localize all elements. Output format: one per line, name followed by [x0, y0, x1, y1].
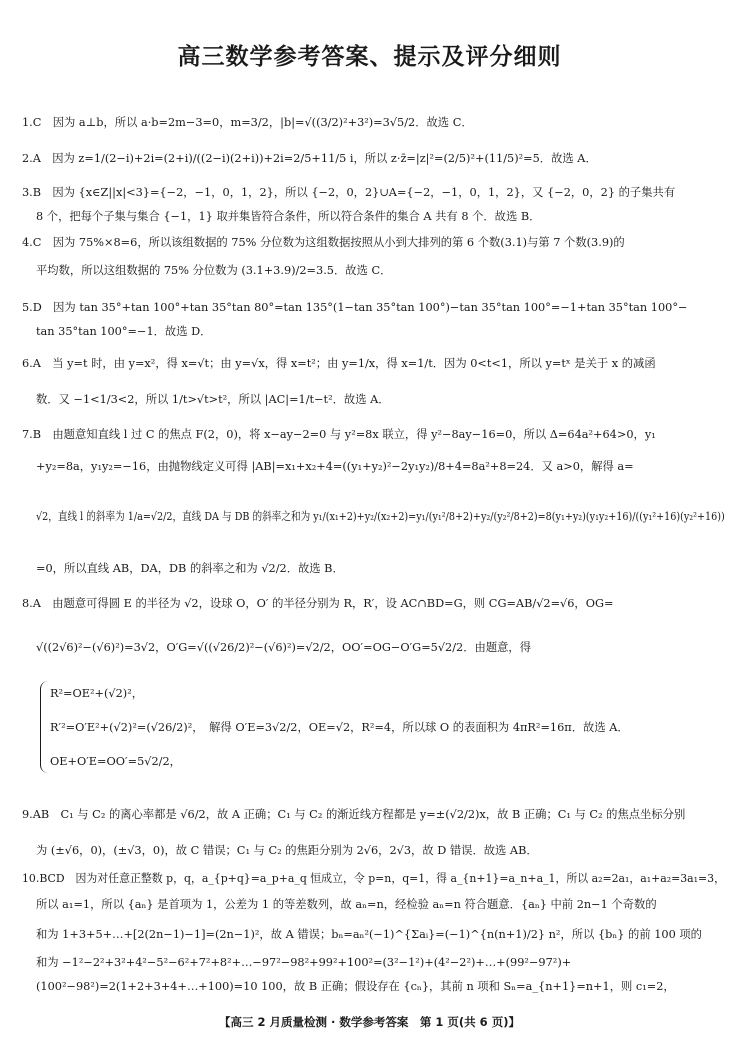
problem-6 [22, 357, 722, 407]
problem-7 [22, 428, 725, 578]
problem-4 [22, 236, 722, 280]
text-line: 10.BCD 因为对任意正整数 p，q，a_{p+q}=a_p+a_q 恒成立，令 p=n，q=1，得 a_{n+1}=a_n+a_1，所以 a₂=2a₁，a₁+a₂=3a₁=3， [22, 872, 726, 885]
text-line: (100²−98²)=2(1+2+3+4+…+100)=10 100，故 B 正确；假设存在 {cₙ}，其前 n 项和 Sₙ=a_{n+1}=n+1，则 c₁=2， [36, 980, 675, 993]
text-line: R²=OE²+(√2)²， [50, 687, 144, 700]
problem-8 [22, 597, 722, 782]
problem-5 [22, 301, 722, 341]
text-line: 和为 −1²−2²+3²+4²−5²−6²+7²+8²+…−97²−98²+99²+100²=(3²−1²)+(4²−2²)+…+(99²−97²)+ [36, 956, 572, 969]
problem-9 [22, 808, 722, 856]
text-line: 为 (±√6，0)，(±√3，0)，故 C 错误；C₁ 与 C₂ 的焦距分别为 2√6，2√3，故 D 错误．故选 AB． [36, 844, 538, 857]
text-line: tan 35°tan 100°=−1．故选 D． [36, 325, 212, 338]
text-line: 和为 1+3+5+…+[2(2n−1)−1]=(2n−1)²，故 A 错误；bₙ=aₙ²(−1)^{Σaᵢ}=(−1)^{n(n+1)/2} n²，所以 {bₙ} 的前 100 项的 [36, 928, 702, 941]
text-line: 8.A 由题意可得圆 E 的半径为 √2，设球 O，O′ 的半径分别为 R，R′，设 AC∩BD=G，则 CG=AB/√2=√6，OG= [22, 597, 614, 610]
text-line: =0，所以直线 AB，DA，DB 的斜率之和为 √2/2．故选 B． [36, 562, 344, 575]
problem-3 [22, 186, 722, 226]
text-line: 所以 a₁=1，所以 {aₙ} 是首项为 1，公差为 1 的等差数列，故 aₙ=n，经检验 aₙ=n 符合题意．{aₙ} 中前 2n−1 个奇数的 [36, 898, 657, 911]
text-line: 6.A 当 y=t 时，由 y=x²，得 x=√t；由 y=√x，得 x=t²；由 y=1/x，得 x=1/t．因为 0<t<1，所以 y=tˣ 是关于 x 的减函 [22, 357, 656, 370]
page-footer: 【高三 2 月质量检测 · 数学参考答案 第 1 页(共 6 页)】 [219, 1015, 520, 1029]
text-line: 2.A 因为 z=1/(2−i)+2i=(2+i)/((2−i)(2+i))+2i=2/5+11/5 i，所以 z·z̄=|z|²=(2/5)²+(11/5)²=5．故选 A． [22, 152, 597, 165]
text-line: 3.B 因为 {x∈Z||x|<3}={−2，−1，0，1，2}，所以 {−2，0，2}∪A={−2，−1，0，1，2}，又 {−2，0，2} 的子集共有 [22, 186, 676, 199]
text-line: 8 个，把每个子集与集合 {−1，1} 取并集皆符合条件，所以符合条件的集合 A 共有 8 个．故选 B． [36, 210, 541, 223]
problem-10 [22, 872, 726, 1002]
problem-2 [22, 152, 722, 168]
text-line: 9.AB C₁ 与 C₂ 的离心率都是 √6/2，故 A 正确；C₁ 与 C₂ 的渐近线方程都是 y=±(√2/2)x，故 B 正确；C₁ 与 C₂ 的焦点坐标分别 [22, 808, 686, 821]
text-line: 1.C 因为 a⊥b，所以 a·b=2m−3=0，m=3/2，|b|=√((3/2)²+3²)=3√5/2．故选 C． [22, 116, 473, 129]
text-line: 4.C 因为 75%×8=6，所以该组数据的 75% 分位数为这组数据按照从小到大排列的第 6 个数(3.1)与第 7 个数(3.9)的 [22, 236, 625, 249]
text-line: OE+O′E=OO′=5√2/2， [50, 755, 181, 768]
text-line: 5.D 因为 tan 35°+tan 100°+tan 35°tan 80°=tan 135°(1−tan 35°tan 100°)−tan 35°tan 100°=−1+tan 35°tan 100°− [22, 301, 688, 314]
text-line: √((2√6)²−(√6)²)=3√2，O′G=√((√26/2)²−(√6)²)=√2/2，OO′=OG−O′G=5√2/2．由题意，得 [36, 641, 532, 654]
text-line: 7.B 由题意知直线 l 过 C 的焦点 F(2，0)，将 x−ay−2=0 与 y²=8x 联立，得 y²−8ay−16=0，所以 Δ=64a²+64>0，y₁ [22, 428, 656, 441]
text-line: 平均数，所以这组数据的 75% 分位数为 (3.1+3.9)/2=3.5．故选 C． [36, 264, 392, 277]
equation-brace [40, 681, 49, 773]
text-line: √2，直线 l 的斜率为 1/a=√2/2，直线 DA 与 DB 的斜率之和为 y₁/(x₁+2)+y₂/(x₂+2)=y₁/(y₁²/8+2)+y₂/(y₂²/8+2)=8(y₁+y₂)(y₁y₂+16)/((y₁²+16)(y₂²+16)) [36, 510, 725, 523]
problem-1 [22, 116, 722, 132]
text-line: 数．又 −1<1/3<2，所以 1/t>√t>t²，所以 |AC|=1/t−t²．故选 A． [36, 393, 390, 406]
page-title: 高三数学参考答案、提示及评分细则 [177, 44, 562, 70]
text-line: +y₂=8a，y₁y₂=−16，由抛物线定义可得 |AB|=x₁+x₂+4=((y₁+y₂)²−2y₁y₂)/8+4=8a²+8=24．又 a>0，解得 a= [36, 460, 634, 473]
text-line: R′²=O′E²+(√2)²=(√26/2)²， 解得 O′E=3√2/2，OE=√2，R²=4，所以球 O 的表面积为 4πR²=16π．故选 A． [50, 721, 629, 734]
